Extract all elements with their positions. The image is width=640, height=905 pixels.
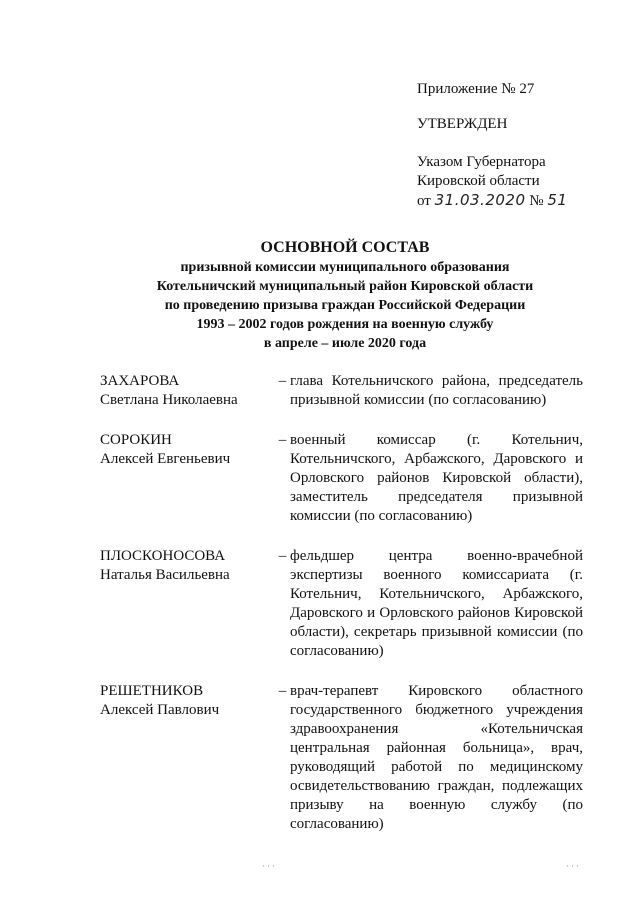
member-surname: СОРОКИН [100,432,172,448]
member-row [100,372,588,410]
member-name: Алексей Павлович [100,702,220,718]
title-main: ОСНОВНОЙ СОСТАВ [260,239,430,256]
member-role: военный комиссар (г. Котельнич, Котельничского, Арбажского, Даровского и Орловского районов Кировской области), заместитель председателя призывной комиссии (по согласованию) [290,432,583,524]
title-line: 1993 – 2002 годов рождения на военную службу [196,317,494,332]
member-surname: ПЛОСКОНОСОВА [100,548,226,564]
member-role: фельдшер центра военно-врачебной экспертизы военного комиссариата (г. Котельнич, Котельничского, Арбажского, Даровского и Орловского районов Кировской области), секретарь призывной комиссии (по согласованию) [290,548,583,659]
members-list [100,372,588,855]
member-dash: – [278,373,287,389]
decree-date-number [417,191,567,211]
member-person [100,682,275,834]
member-row [100,431,588,526]
approval-block [417,80,567,211]
title-line: Котельничский муниципальный район Кировской области [156,279,534,294]
document-title [110,238,580,353]
member-person [100,547,275,661]
appendix-label: Приложение № 27 [417,81,535,97]
member-name: Наталья Васильевна [100,567,230,583]
from-prefix: от [417,193,431,209]
handwritten-date: 31.03.2020 [434,191,526,209]
handwritten-number: 51 [547,191,568,209]
member-dash: – [278,432,287,448]
scan-speck: · · · [262,862,275,871]
number-prefix: № [529,193,544,209]
member-dash: – [278,548,287,564]
decree-line-2: Кировской области [417,173,540,189]
member-person [100,372,275,410]
scan-speck: · · · [566,862,579,871]
member-role: врач-терапевт Кировского областного государственного бюджетного учреждения здравоохранения «Котельничская центральная районная больница», врач, руководящий работой по медицинскому освидетельствованию граждан, подлежащих призыву на военную службу (по согласованию) [290,683,583,832]
title-line: призывной комиссии муниципального образования [180,260,510,275]
member-role: глава Котельничского района, председатель призывной комиссии (по согласованию) [290,373,583,408]
approved-label: УТВЕРЖДЕН [417,116,508,132]
member-person [100,431,275,526]
member-surname: ЗАХАРОВА [100,373,180,389]
member-row [100,547,588,661]
member-row [100,682,588,834]
member-name: Светлана Николаевна [100,392,238,408]
member-dash: – [278,683,287,699]
decree-line-1: Указом Губернатора [417,154,546,170]
member-name: Алексей Евгеньевич [100,451,231,467]
title-line: по проведению призыва граждан Российской Федерации [164,298,526,313]
member-surname: РЕШЕТНИКОВ [100,683,204,699]
title-line: в апреле – июле 2020 года [263,336,427,351]
